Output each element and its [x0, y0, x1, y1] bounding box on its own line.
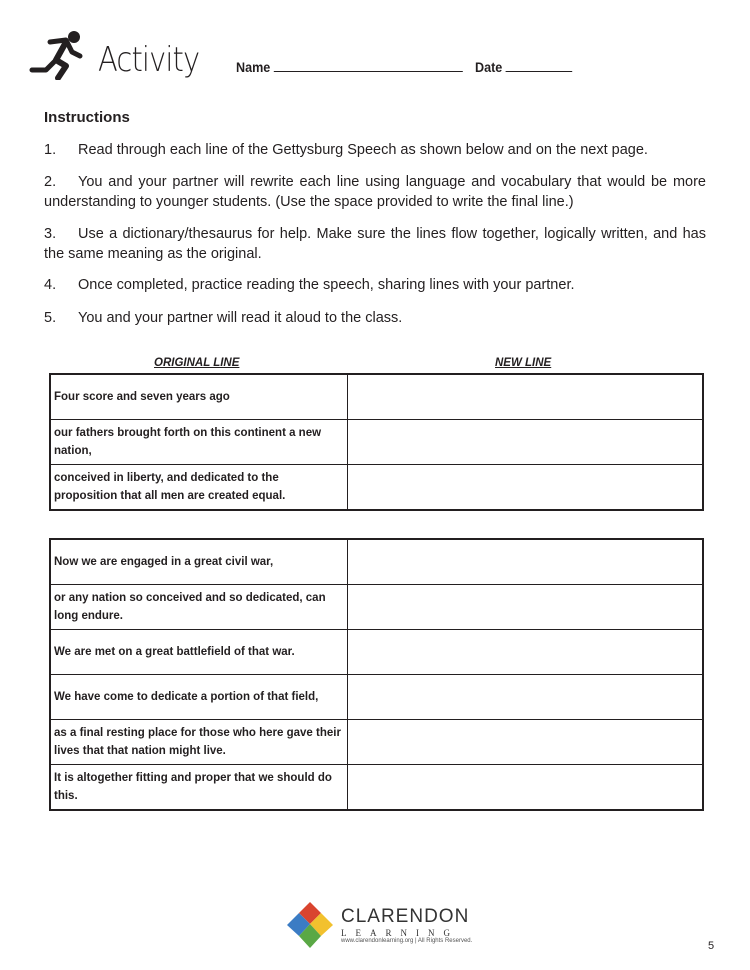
- table-row: [50, 465, 703, 511]
- new-line-cell[interactable]: [348, 465, 704, 511]
- table-row: [50, 675, 703, 720]
- new-line-cell[interactable]: [348, 374, 704, 420]
- original-line-cell: as a final resting place for those who here gave their lives that that nation might live.: [50, 720, 348, 765]
- new-line-cell[interactable]: [348, 720, 704, 765]
- date-label: Date: [475, 59, 503, 75]
- original-line-cell: Now we are engaged in a great civil war,: [50, 539, 348, 585]
- speech-table-2: [49, 538, 704, 811]
- original-line-cell: our fathers brought forth on this continent a new nation,: [50, 420, 348, 465]
- puzzle-logo-icon: [287, 902, 333, 948]
- original-line-cell: conceived in liberty, and dedicated to the proposition that all men are created equal.: [50, 465, 348, 511]
- name-label: Name: [236, 59, 271, 75]
- instruction-step: 5. You and your partner will read it aloud to the class.: [44, 310, 403, 326]
- original-line-header: ORIGINAL LINE: [154, 357, 240, 369]
- date-field[interactable]: [475, 57, 573, 75]
- instruction-step: 4. Once completed, practice reading the speech, sharing lines with your partner.: [44, 277, 575, 293]
- original-line-cell: We are met on a great battlefield of that war.: [50, 630, 348, 675]
- table-row: [50, 374, 703, 420]
- brand-sub: LEARNING: [341, 928, 459, 938]
- brand-name: CLARENDON: [341, 906, 470, 927]
- original-line-cell: It is altogether fitting and proper that we should do this.: [50, 765, 348, 811]
- table-row: [50, 585, 703, 630]
- instruction-step: 1. Read through each line of the Gettysburg Speech as shown below and on the next page.: [44, 142, 648, 158]
- new-line-header: NEW LINE: [495, 357, 552, 369]
- instruction-step: 3. Use a dictionary/thesaurus for help. Make sure the lines flow together, logically written, and has the same meaning as the original.: [44, 226, 706, 262]
- table-row: [50, 765, 703, 811]
- table-row: [50, 539, 703, 585]
- page-number: 5: [708, 940, 715, 952]
- table-row: [50, 720, 703, 765]
- original-line-cell: or any nation so conceived and so dedicated, can long endure.: [50, 585, 348, 630]
- footer-logo: [287, 902, 472, 948]
- original-line-cell: Four score and seven years ago: [50, 374, 348, 420]
- new-line-cell[interactable]: [348, 765, 704, 811]
- table-row: [50, 630, 703, 675]
- name-field[interactable]: [236, 57, 463, 75]
- speech-table-1: [49, 373, 704, 511]
- new-line-cell[interactable]: [348, 539, 704, 585]
- activity-title: Activity: [98, 40, 200, 80]
- new-line-cell[interactable]: [348, 675, 704, 720]
- instructions-heading: Instructions: [44, 109, 130, 126]
- table-row: [50, 420, 703, 465]
- original-line-cell: We have come to dedicate a portion of that field,: [50, 675, 348, 720]
- instruction-step: 2. You and your partner will rewrite each line using language and vocabulary that would be more understanding to younger students. (Use the space provided to write the final line.): [44, 174, 706, 210]
- tagline: www.clarendonlearning.org | All Rights Reserved.: [341, 938, 473, 944]
- new-line-cell[interactable]: [348, 630, 704, 675]
- new-line-cell[interactable]: [348, 585, 704, 630]
- new-line-cell[interactable]: [348, 420, 704, 465]
- activity-header: [28, 28, 217, 80]
- running-person-icon: [28, 28, 86, 80]
